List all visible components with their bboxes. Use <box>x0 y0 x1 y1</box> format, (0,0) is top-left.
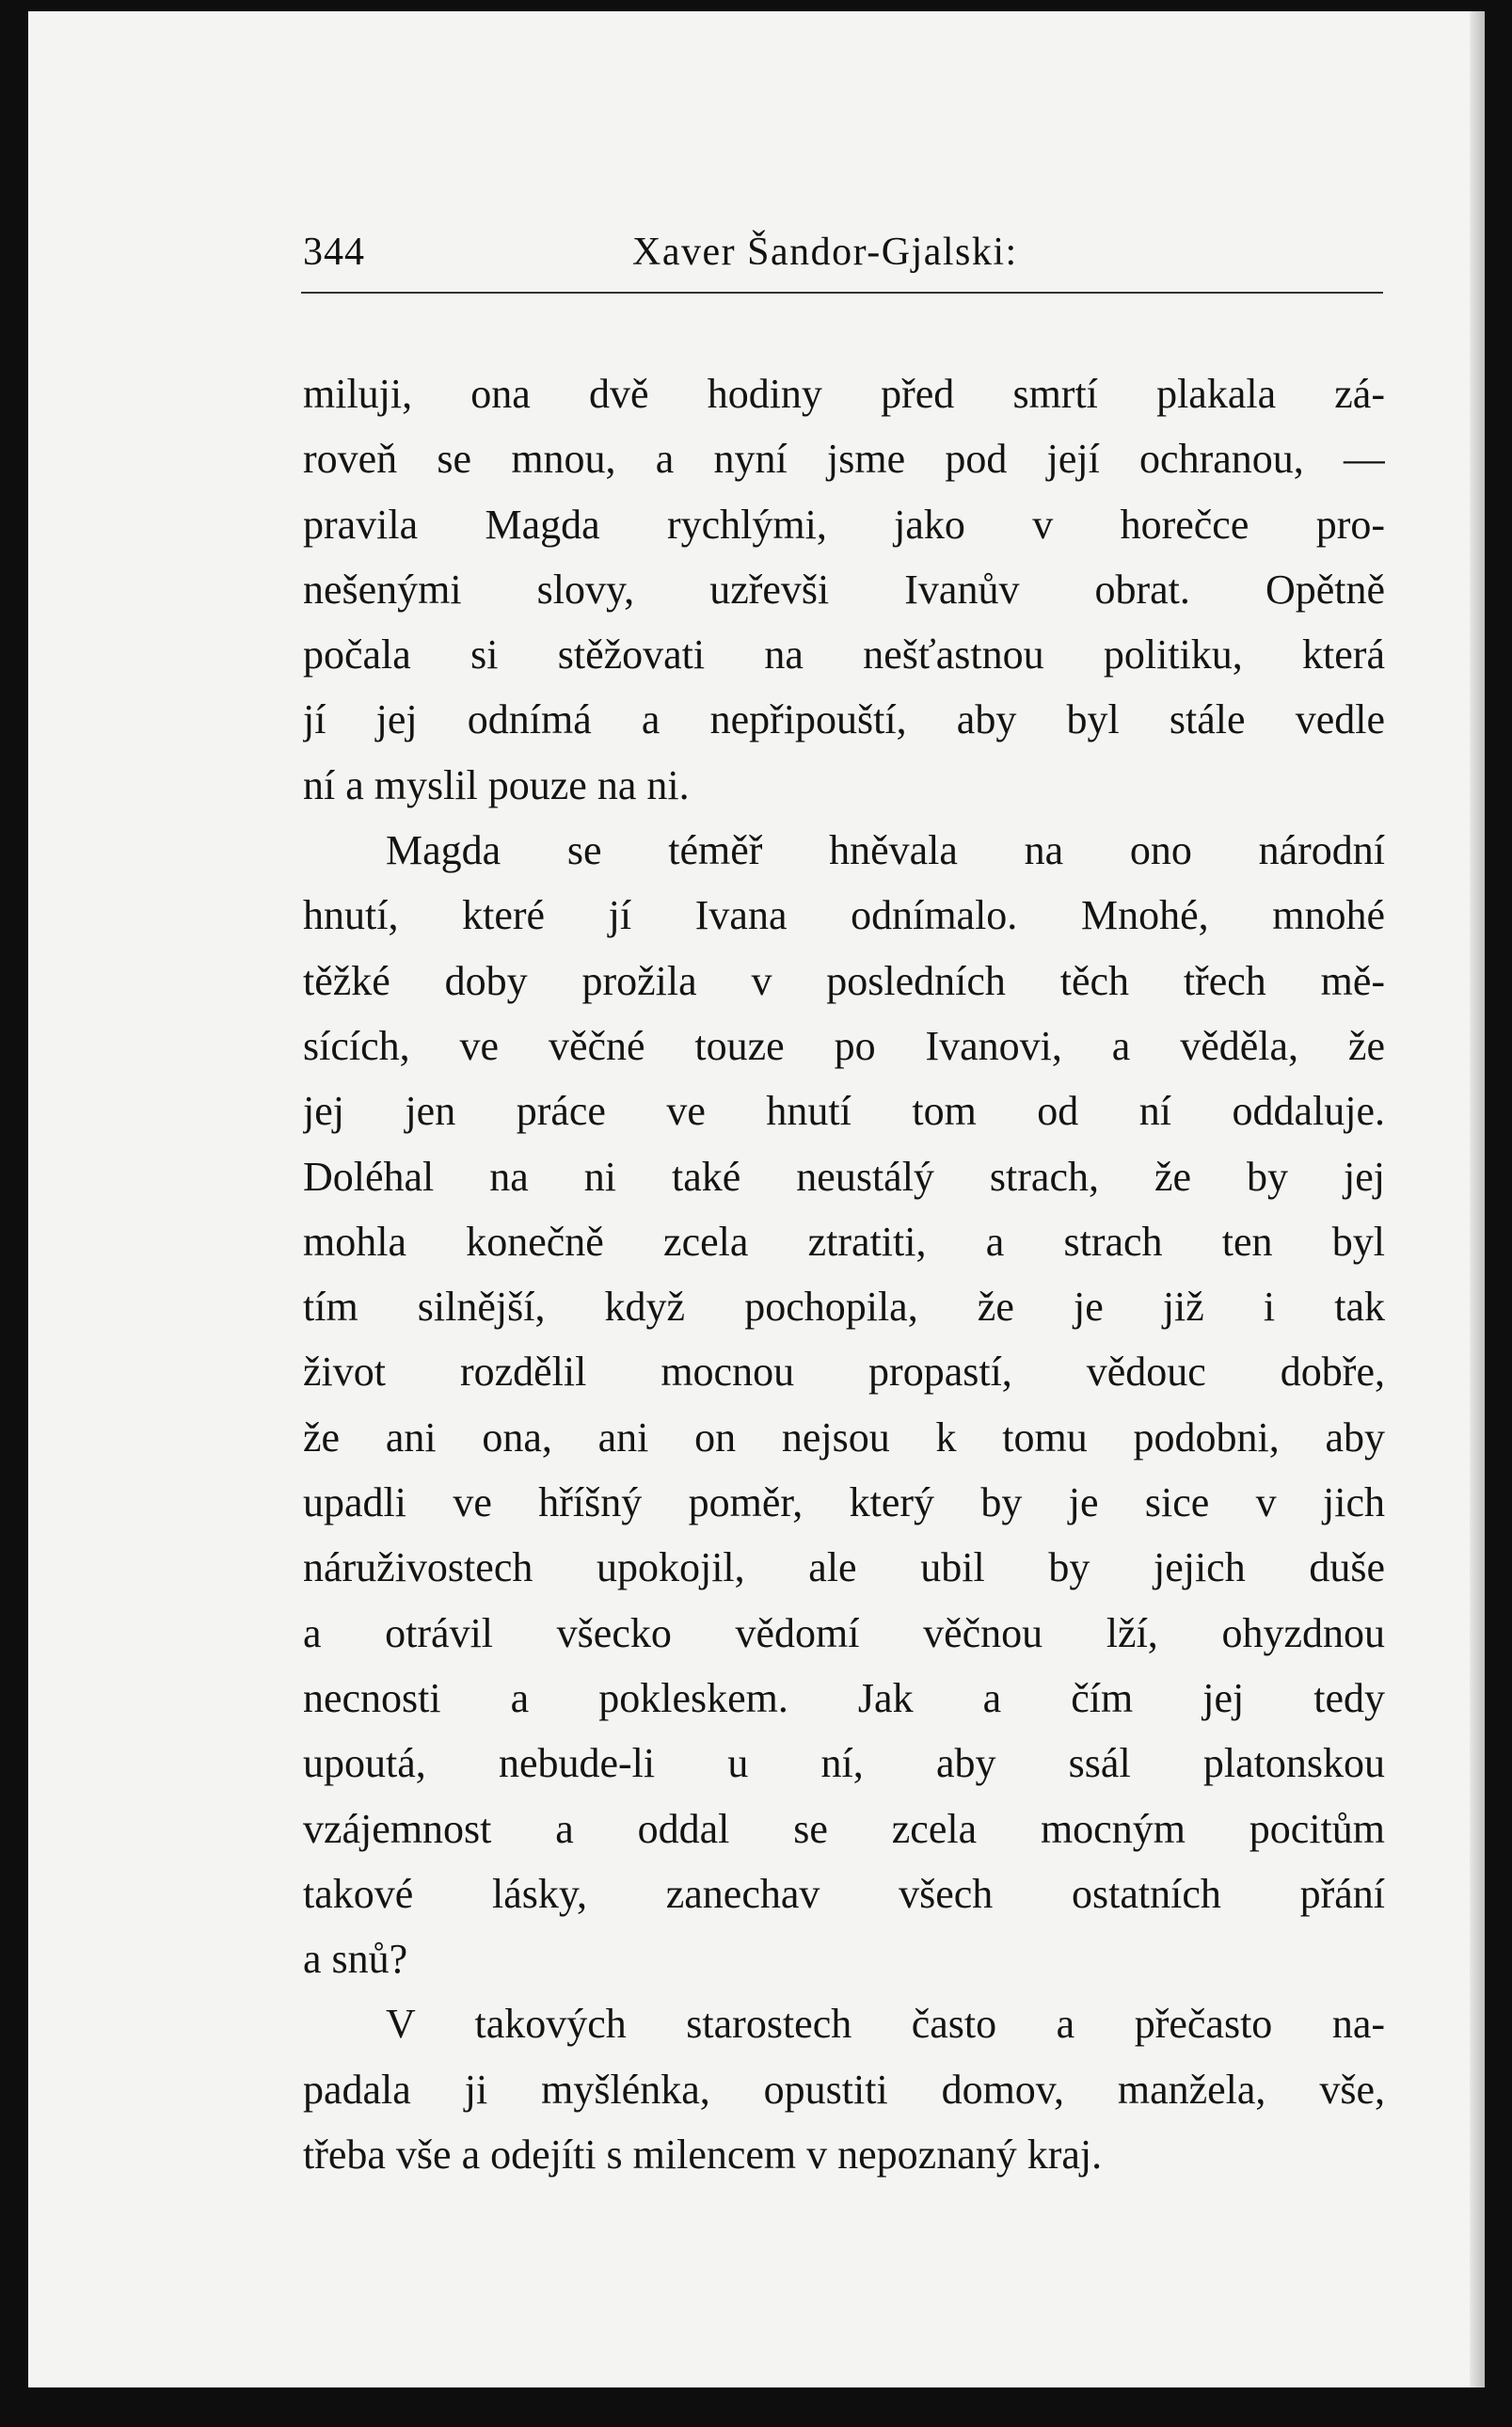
text-line: Magda se téměř hněvala na ono národní <box>386 827 1385 874</box>
book-page <box>28 11 1485 2387</box>
text-line: takové lásky, zanechav všech ostatních přání <box>303 1870 1385 1917</box>
text-line: hnutí, které jí Ivana odnímalo. Mnohé, mnohé <box>303 892 1385 939</box>
text-line: a otrávil všecko vědomí věčnou lží, ohyzdnou <box>303 1609 1385 1656</box>
text-line: počala si stěžovati na nešťastnou politiku, která <box>303 631 1385 679</box>
text-line: roveň se mnou, a nyní jsme pod její ochranou, — <box>303 436 1385 483</box>
text-line: náruživostech upokojil, ale ubil by jejich duše <box>303 1544 1385 1591</box>
text-line: nešenými slovy, uzřevši Ivanův obrat. Opětně <box>303 566 1385 613</box>
text-line: tím silnější, když pochopila, že je již i tak <box>303 1284 1385 1331</box>
text-line: necnosti a pokleskem. Jak a čím jej tedy <box>303 1674 1385 1721</box>
text-line: sících, ve věčné touze po Ivanovi, a věděla, že <box>303 1022 1385 1069</box>
page-edge-shadow <box>1470 11 1485 2387</box>
text-line: ní a myslil pouze na ni. <box>303 761 690 808</box>
running-head: Xaver Šandor-Gjalski: <box>632 231 1018 274</box>
page-header <box>303 220 1381 279</box>
page-number: 344 <box>303 231 365 274</box>
header-rule <box>301 292 1383 294</box>
text-line: život rozdělil mocnou propastí, vědouc dobře, <box>303 1349 1385 1396</box>
text-line: upoutá, nebude-li u ní, aby ssál platonskou <box>303 1740 1385 1787</box>
text-line: jí jej odnímá a nepřipouští, aby byl stále vedle <box>303 696 1385 743</box>
text-line: jej jen práce ve hnutí tom od ní oddaluje. <box>303 1088 1385 1135</box>
text-line: a snů? <box>303 1936 408 1983</box>
text-line: třeba vše a odejíti s milencem v nepoznaný kraj. <box>303 2132 1103 2179</box>
text-line: mohla konečně zcela ztratiti, a strach ten byl <box>303 1218 1385 1265</box>
paragraph <box>303 818 1385 1991</box>
text-line: pravila Magda rychlými, jako v horečce pro- <box>303 501 1385 548</box>
text-line: těžké doby prožila v posledních těch třech mě- <box>303 957 1385 1004</box>
text-line: vzájemnost a oddal se zcela mocným pocitům <box>303 1805 1385 1852</box>
text-line: upadli ve hříšný poměr, který by je sice v jich <box>303 1479 1385 1526</box>
paragraph <box>303 1991 1385 2187</box>
paragraph <box>303 361 1385 818</box>
text-line: že ani ona, ani on nejsou k tomu podobni, aby <box>303 1413 1385 1461</box>
text-line: V takových starostech často a přečasto na- <box>386 2001 1385 2048</box>
text-line: miluji, ona dvě hodiny před smrtí plakala zá- <box>303 371 1385 417</box>
body-text <box>303 361 1385 2187</box>
text-line: Doléhal na ni také neustálý strach, že by jej <box>303 1153 1385 1200</box>
text-line: padala ji myšlénka, opustiti domov, manžela, vše, <box>303 2066 1385 2113</box>
